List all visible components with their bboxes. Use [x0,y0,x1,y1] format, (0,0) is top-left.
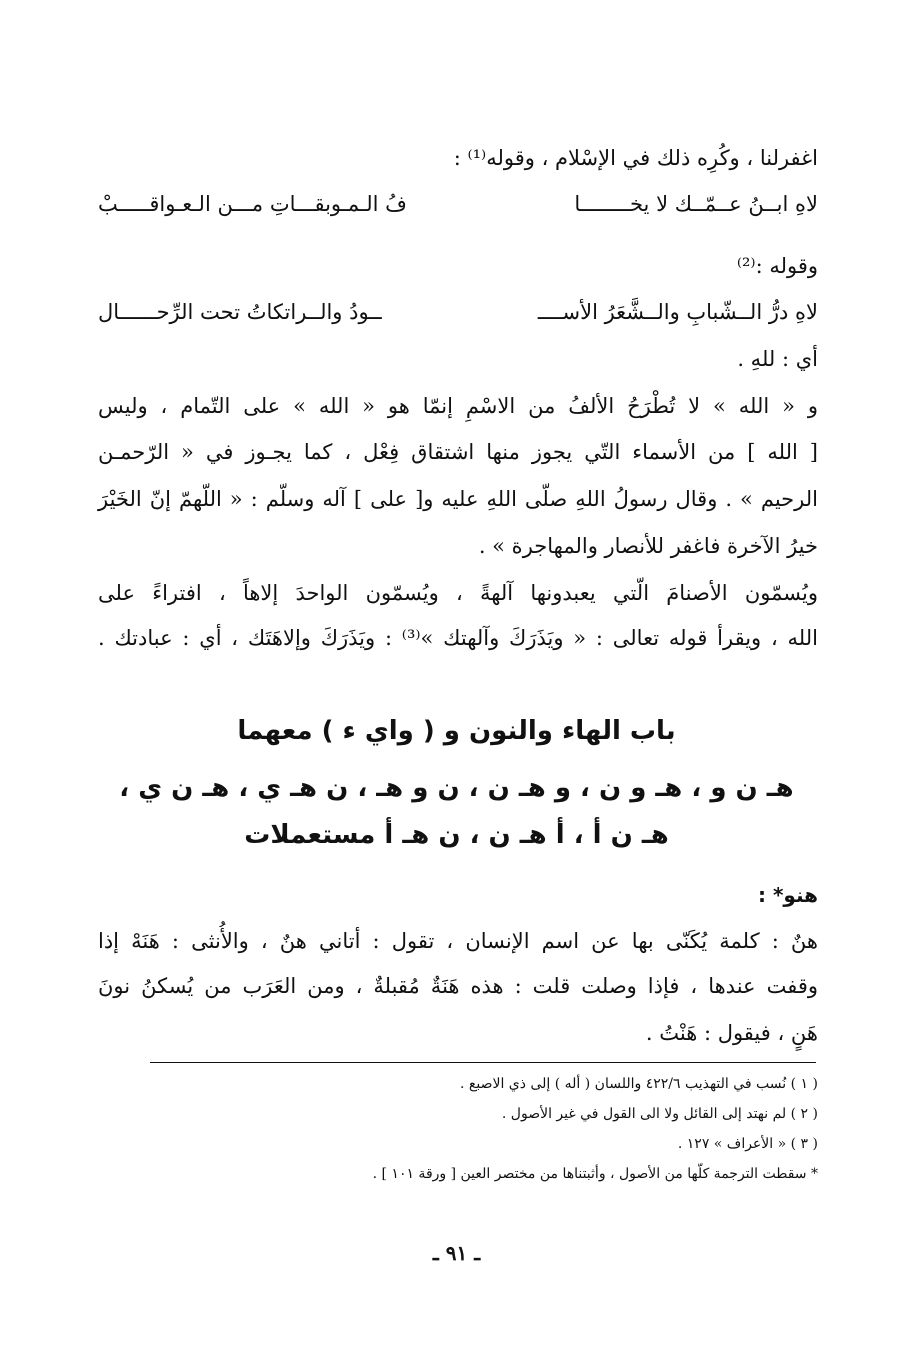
quote-intro-line: وقوله :⁽²⁾ [736,254,818,278]
entry-line: هنٌ : كلمة يُكَنّى بها عن اسم الإنسان ، تقول : أتاني هنٌ ، والأُنثى : هَنَهْ إذا [98,929,818,953]
paragraph-line: [ الله ] من الأسماء التّي يجوز منها اشتقاق فِعْل ، كما يجـوز في « الرّحمـن [98,440,818,464]
footnote: ( ١ ) نُسب في التهذيب ٤٢٢/٦ واللسان ( أله ) إلى ذي الاصبع . [460,1076,818,1092]
verse-2 [98,296,818,328]
paragraph-intro-line: اغفرلنا ، وكُرِه ذلك في الإسْلام ، وقوله⁽¹⁾ : [453,146,818,170]
section-roots-line: هـ ن و ، هـ و ن ، و هـ ن ، ن و هـ ، ن هـ ي ، هـ ن ي ، [119,773,794,803]
paragraph-line: و « الله » لا تُطْرَحُ الألفُ من الاسْمِ إنمّا هو « الله » على التّمام ، وليس [98,394,818,418]
section-title: باب الهاء والنون و ( واي ء ) معهما [237,716,676,746]
entry-line: هَنٍ ، فيقول : هَنْتُ . [645,1021,818,1045]
verse-2-second-hemistich: ــودُ والــراتكاتُ تحت الرِّحــــــال [98,300,382,324]
paragraph-line: الله ، ويقرأ قوله تعالى : « ويَذَرَكَ وآلهتك »⁽³⁾ : ويَذَرَكَ وإلاهَتَك ، أي : عبادتك . [98,626,818,650]
verse-2-first-hemistich: لاهِ درُّ الــشّبابِ والــشَّعَرُ الأســــ [537,300,818,324]
footnote-divider [150,1062,816,1063]
footnote: * سقطت الترجمة كلّها من الأصول ، وأثبتناها من مختصر العين [ ورقة ١٠١ ] . [372,1166,818,1182]
explanation-line: أي : للهِ . [737,347,818,371]
section-roots-line: هـ ن أ ، أ هـ ن ، ن هـ أ مستعملات [244,820,669,850]
entry-line: وقفت عندها ، فإذا وصلت قلت : هذه هَنَةٌ مُقبلةٌ ، ومن العَرَب من يُسكنُ نونَ [98,974,818,998]
paragraph-line: خيرُ الآخرة فاغفر للأنصار والمهاجرة » . [478,534,818,558]
entry-headword: هنو* : [758,883,818,907]
verse-1-first-hemistich: لاهِ ابــنُ عــمّــك لا يخــــــــا [574,192,818,216]
verse-1-second-hemistich: فُ الـمـوبقـــاتِ مـــن الـعـواقـــــبْ [98,192,407,216]
paragraph-line: الرحيم » . وقال رسولُ اللهِ صلّى اللهِ عليه و[ على ] آله وسلّم : « اللّهمّ إنّ الخَيْرَ [98,487,818,511]
paragraph-line: ويُسمّون الأصنامَ الّتي يعبدونها آلهةً ، ويُسمّون الواحدَ إلاهاً ، افتراءً على [98,581,818,605]
footnote: ( ٢ ) لم نهتد إلى القائل ولا الى القول في غير الأصول . [501,1106,818,1122]
footnote: ( ٣ ) « الأعراف » ١٢٧ . [677,1136,818,1152]
verse-1 [98,188,818,220]
page-number: ـ ٩١ ـ [432,1241,481,1265]
